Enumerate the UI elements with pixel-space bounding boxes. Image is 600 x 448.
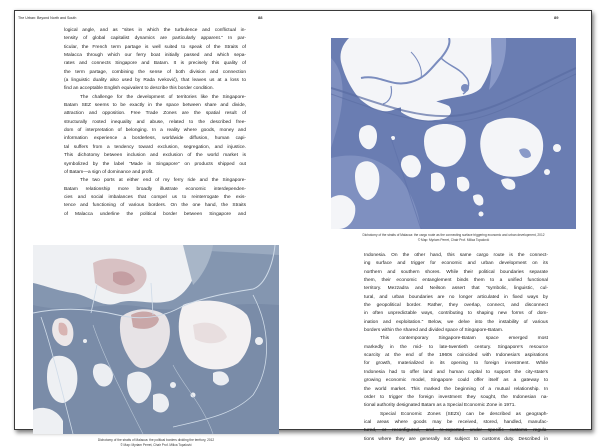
text-line: Indonesia had to offer land and human capital to support the city-state's bbox=[364, 369, 548, 375]
map-graphic bbox=[331, 38, 576, 229]
caption-credit: © Map: Myriam Perret, Chair Prof. Milica Topalović bbox=[120, 442, 192, 447]
text-line: This contemporary Singapore-Batam space emerged most bbox=[380, 336, 548, 342]
running-head: The Urban: Beyond North and South bbox=[18, 16, 77, 20]
caption-title: Dichotomy of the straits of Malacca: the cargo route as the connecting surface triggering economic and urban development, 2012 bbox=[362, 233, 545, 237]
caption-title: Dichotomy of the straits of Malacca: the political borders dividing the territory, 2012 bbox=[97, 438, 215, 442]
text-line: The two ports at either end of my ferry ride and the Singapore- bbox=[80, 178, 246, 184]
text-line: symbolized by the label "Made in Singapore" on products shipped out bbox=[64, 161, 246, 167]
page-number-left: 88 bbox=[258, 15, 263, 20]
text-line: in often unpredictable ways, contributing to shaping new forms of dom- bbox=[364, 311, 548, 317]
caption-credit: © Map: Myriam Perret, Chair Prof. Milica Topalović bbox=[417, 237, 490, 242]
paragraph bbox=[364, 252, 548, 335]
text-line: ical areas where goods may be received, stored, handled, manufac- bbox=[364, 419, 548, 425]
right-page-body bbox=[364, 252, 548, 444]
text-line: tal suffers from a tendency toward exclusion, segregation, and injustice. bbox=[64, 144, 246, 150]
text-line: scarcity at the end of the 1960s coincided with Indonesia's aspirations bbox=[364, 353, 548, 359]
left-page-body bbox=[64, 27, 246, 219]
text-line: Malacca through which our ferry boat initially passed and which sepa- bbox=[64, 53, 246, 59]
text-line: Indonesia. On the other hand, this same cargo route is the connect- bbox=[364, 253, 548, 258]
text-line: growing economic model, Singapore could offer itself as a gateway to bbox=[364, 378, 548, 384]
text-line: The challenge for the development of territories like the Singapore- bbox=[80, 94, 246, 100]
text-line: order to trigger the foreign investment they sought, the Indonesian na- bbox=[364, 394, 548, 400]
text-line: the term partage, combining the sense of both division and connection bbox=[64, 69, 246, 75]
text-line: tions where they are generally not subject to customs duty. Described in bbox=[364, 436, 548, 442]
text-line: Special Economic Zones (SEZs) can be described as geograph- bbox=[380, 411, 548, 417]
text-line: borders within the shared and divided space of Singapore-Batam. bbox=[364, 328, 504, 334]
text-line: territory. Mezzadra and Neilson assert that "symbolic, linguistic, cul- bbox=[364, 286, 548, 292]
paragraph bbox=[364, 411, 548, 444]
text-line: markedly in the mid- to late-twentieth century. Singapore's resource bbox=[364, 344, 548, 350]
text-line: of Batam—a sign of dominance and profit. bbox=[64, 169, 154, 175]
text-line: for growth, materialized in its opening to foreign investment. While bbox=[364, 361, 548, 367]
text-line: them, their economic entanglement binds them to a unified functional bbox=[364, 278, 548, 284]
text-line: tural, and urban boundaries are no longer articulated in fixed ways by bbox=[364, 294, 548, 300]
map-graphic bbox=[33, 245, 279, 434]
text-line: This dichotomy between inclusion and exclusion of the world market is bbox=[64, 153, 246, 159]
text-line: of Malacca underline the political border between Singapore and bbox=[64, 211, 246, 217]
text-line: ticular, the French term partage is well suited to speak of the Straits of bbox=[64, 44, 246, 50]
paragraph bbox=[64, 27, 246, 94]
text-line: the geopolitical border. Rather, they overlap, connect, and disconnect bbox=[364, 303, 548, 309]
text-line: tence and functioning of various borders. On the one hand, the Straits bbox=[64, 203, 246, 209]
text-line: ination and exploitation." Below, we delve into the instability of various bbox=[364, 319, 548, 325]
map-cargo-route bbox=[331, 38, 576, 229]
text-line: dom of interpretation of belonging. In a reality where goods, money and bbox=[64, 128, 246, 134]
text-line: Batam SEZ seems to be exactly in the space between share and divide, bbox=[64, 103, 246, 109]
text-line: tensity of global capitalist dynamics are particularly apparent." In par- bbox=[64, 36, 246, 42]
text-line: (a linguistic duality also used by Rada Iveković), that leaves us at a loss to bbox=[64, 78, 246, 84]
text-line: Batam relationship more broadly illustrate economic interdependen- bbox=[64, 186, 246, 192]
figure-caption-right bbox=[331, 233, 576, 243]
text-line: tured, or reconfigured, and re-exported under specific customs regula- bbox=[364, 428, 548, 434]
text-line: logical angle, and as "sites in which the turbulence and conflictual in- bbox=[64, 28, 246, 33]
text-line: the world market. This marked the beginning of a mutual relationship. In bbox=[364, 386, 548, 392]
paragraph bbox=[64, 94, 246, 177]
text-line: attraction and opposition. Free Trade Zones are the spatial result of bbox=[64, 111, 246, 117]
page-number-right: 89 bbox=[554, 15, 559, 20]
paragraph bbox=[64, 177, 246, 219]
text-line: information experience a borderless, worldwide diffusion, human capi- bbox=[64, 136, 246, 142]
text-line: northern and southern shores. While their political boundaries separate bbox=[364, 269, 548, 275]
figure-caption-left bbox=[33, 438, 279, 448]
text-line: structurally rooted inequality and abuse, related to the described free- bbox=[64, 119, 246, 125]
text-line: ing surface and trigger for economic and urban development on its bbox=[364, 261, 548, 267]
text-line: tional authority designated Batam as a Special Economic Zone in 1971. bbox=[364, 403, 516, 409]
map-political-borders bbox=[33, 245, 279, 434]
text-line: cies and social imbalances that compel us to reinterrogate the exis- bbox=[64, 194, 246, 200]
text-line: rates and connects Singapore and Batam. It is precisely this quality of bbox=[64, 61, 246, 67]
text-line: find an acceptable English equivalent to describe this border condition. bbox=[64, 86, 214, 92]
paragraph bbox=[364, 335, 548, 410]
